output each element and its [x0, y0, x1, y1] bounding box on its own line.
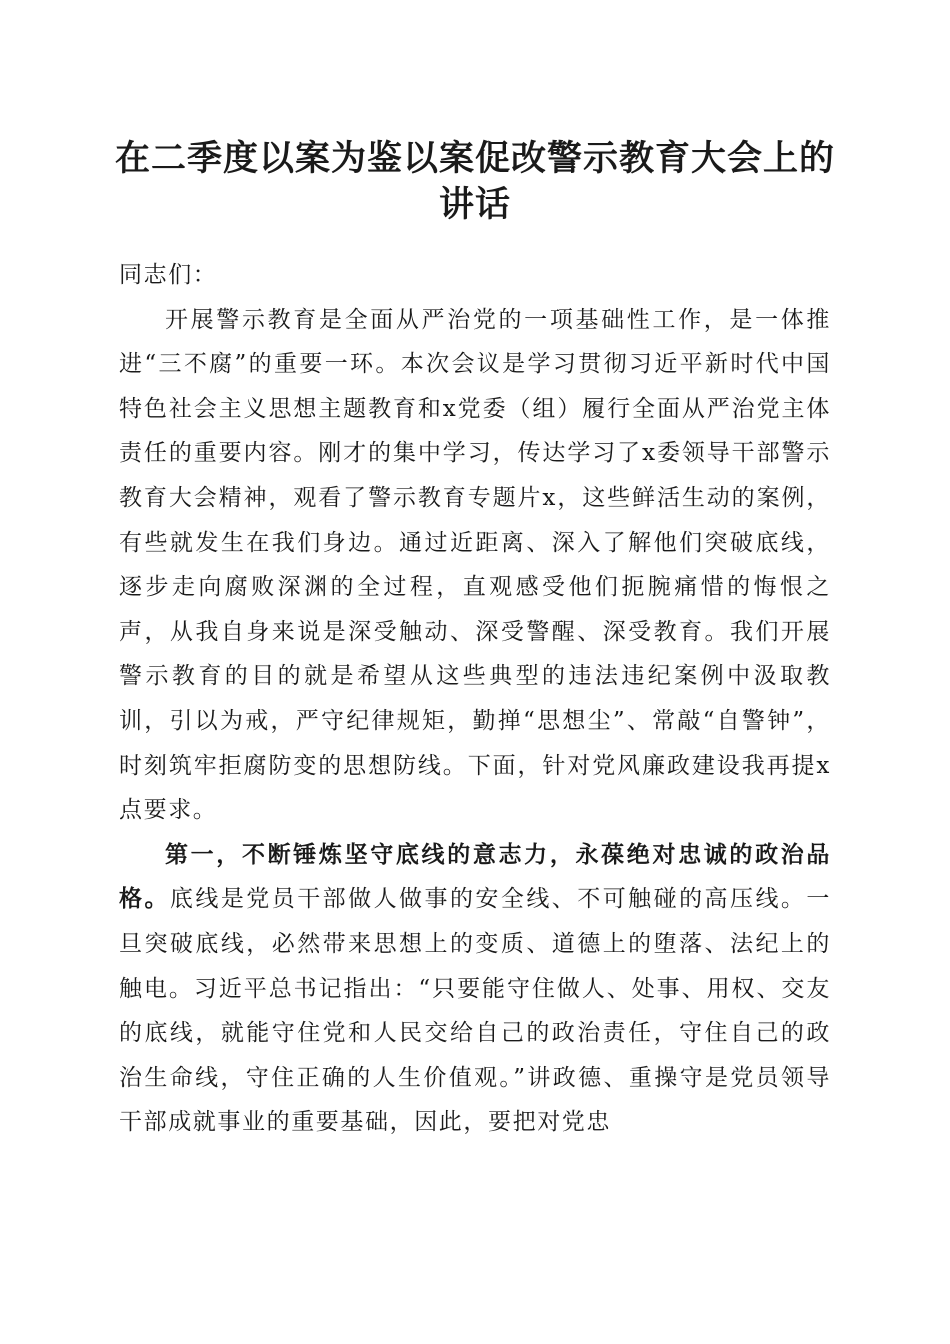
document-title: 在二季度以案为鉴以案促改警示教育大会上的讲话 [114, 138, 835, 225]
paragraph-point-one-text: 底线是党员干部做人做事的安全线、不可触碰的高压线。一旦突破底线，必然带来思想上的变质、道德上的堕落、法纪上的触电。习近平总书记指出：“只要能守住做人、处事、用权、交友的底线，就能守住党和人民交给自己的政治责任，守住自己的政治生命线，守住正确的人生价值观。”讲政德、重操守是党员领导干部成就事业的重要基础，因此，要把对党忠 [119, 886, 831, 1136]
document-body [119, 253, 831, 1145]
paragraph-point-one [119, 833, 831, 1145]
paragraph-intro: 开展警示教育是全面从严治党的一项基础性工作，是一体推进“三不腐”的重要一环。本次会议是学习贯彻习近平新时代中国特色社会主义思想主题教育和x党委（组）履行全面从严治党主体责任的重要内容。刚才的集中学习，传达学习了x委领导干部警示教育大会精神，观看了警示教育专题片x，这些鲜活生动的案例，有些就发生在我们身边。通过近距离、深入了解他们突破底线，逐步走向腐败深渊的全过程，直观感受他们扼腕痛惜的悔恨之声，从我自身来说是深受触动、深受警醒、深受教育。我们开展警示教育的目的就是希望从这些典型的违法违纪案例中汲取教训，引以为戒，严守纪律规矩，勤掸“思想尘”、常敲“自警钟”，时刻筑牢拒腐防变的思想防线。下面，针对党风廉政建设我再提x点要求。 [119, 306, 831, 824]
salutation: 同志们： [119, 262, 218, 288]
paragraph-point-one-heading: 第一，不断锤炼坚守底线的意志力，永葆绝对忠诚的政治品格。 [119, 840, 831, 913]
